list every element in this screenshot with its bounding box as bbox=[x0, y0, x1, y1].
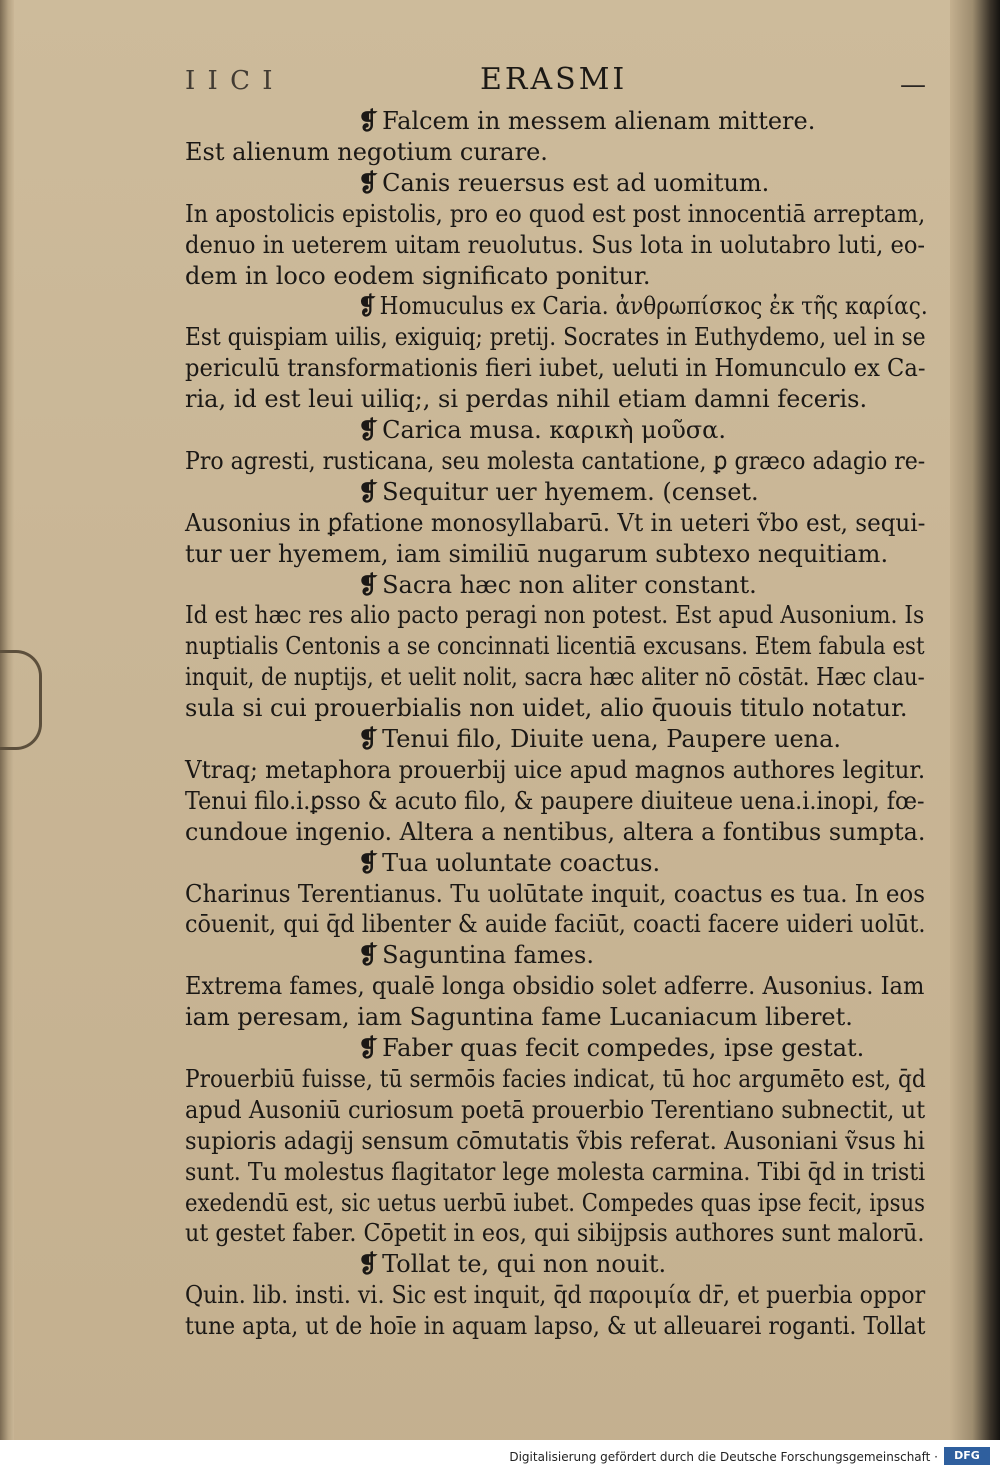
line-text: Tollat te, qui non nouit. bbox=[382, 1250, 667, 1279]
adage-heading bbox=[358, 570, 757, 600]
line-text: Extrema fames, qualē longa obsidio solet adferre. Ausonius. Iam bbox=[185, 972, 925, 1001]
dfg-logo: DFG bbox=[944, 1447, 990, 1465]
line-text: inquit, de nuptijs, et uelit nolit, sacra hæc aliter nō cōstāt. Hæc clau- bbox=[185, 663, 925, 692]
body-line bbox=[185, 230, 925, 260]
line-text: cundoue ingenio. Altera a nentibus, altera a fontibus sumpta. bbox=[185, 817, 926, 846]
body-line bbox=[185, 261, 650, 291]
body-line bbox=[185, 693, 908, 723]
line-text: ut gestet faber. Cōpetit in eos, qui sibijpsis authores sunt malorū. bbox=[185, 1219, 925, 1248]
line-text: Tua uoluntate coactus. bbox=[382, 848, 661, 877]
line-text: Quin. lib. insti. vi. Sic est inquit, q̄d παροιμία dr̄, et puerbia oppor bbox=[185, 1281, 926, 1310]
body-line bbox=[185, 909, 925, 939]
body-line bbox=[185, 817, 925, 847]
line-text: Tenui filo, Diuite uena, Paupere uena. bbox=[382, 725, 842, 753]
line-text: Homuculus ex Caria. ἀνθρωπίσκος ἐκ τῆς καρίας. bbox=[379, 292, 928, 321]
dfg-credit: Digitalisierung gefördert durch die Deutsche Forschungsgemeinschaft · bbox=[509, 1450, 938, 1464]
catchword-mark: — bbox=[900, 70, 926, 100]
line-text: nuptialis Centonis a se concinnati licentiā excusans. Etem fabula est bbox=[185, 632, 925, 661]
body-line bbox=[185, 137, 548, 167]
adage-heading bbox=[358, 1249, 666, 1279]
line-text: Est alienum negotium curare. bbox=[185, 137, 548, 166]
body-line bbox=[185, 600, 924, 630]
adage-heading bbox=[358, 291, 928, 321]
line-text: Charinus Terentianus. Tu uolūtate inquit, coactus es tua. In eos bbox=[185, 879, 926, 908]
pilcrow-icon: ❡ bbox=[358, 724, 379, 753]
line-text: Tenui filo.i.ꝑsso & acuto filo, & paupere diuiteue uena.i.inopi, fœ- bbox=[185, 786, 925, 815]
body-line bbox=[185, 384, 867, 414]
body-line bbox=[185, 1188, 925, 1218]
running-title: ERASMI bbox=[480, 62, 628, 97]
body-line bbox=[185, 879, 925, 909]
line-text: tur uer hyemem, iam similiū nugarum subtexo nequitiam. bbox=[185, 539, 889, 568]
pilcrow-icon: ❡ bbox=[358, 847, 379, 877]
line-text: Est quispiam uilis, exiguiq; pretij. Socrates in Euthydemo, uel in se bbox=[185, 323, 926, 352]
line-text: Canis reuersus est ad uomitum. bbox=[382, 168, 770, 197]
folio-mark: I I C I bbox=[185, 66, 275, 96]
body-line bbox=[185, 322, 926, 352]
line-text: sula si cui prouerbialis non uidet, alio q̄uouis titulo notatur. bbox=[185, 694, 908, 723]
body-line bbox=[185, 446, 925, 476]
body-line bbox=[185, 1095, 925, 1125]
line-text: periculū transformationis fieri iubet, ueluti in Homunculo ex Ca- bbox=[185, 354, 926, 383]
line-text: denuo in ueterem uitam reuolutus. Sus lota in uolutabro luti, eo- bbox=[185, 230, 926, 259]
line-text: dem in loco eodem significato ponitur. bbox=[185, 261, 651, 290]
body-line bbox=[185, 755, 925, 785]
body-line bbox=[185, 1064, 926, 1094]
line-text: Sequitur uer hyemem. (censet. bbox=[382, 477, 759, 506]
body-line bbox=[185, 1218, 924, 1248]
adage-heading bbox=[358, 1033, 864, 1063]
pilcrow-icon: ❡ bbox=[358, 940, 379, 970]
body-line bbox=[185, 353, 925, 383]
pilcrow-icon: ❡ bbox=[358, 167, 379, 197]
line-text: Id est hæc res alio pacto peragi non potest. Est apud Ausonium. Is bbox=[185, 601, 925, 630]
body-line bbox=[185, 1002, 853, 1032]
line-text: sunt. Tu molestus flagitator lege molesta carmina. Tibi q̄d in tristi bbox=[185, 1157, 926, 1186]
running-head bbox=[0, 62, 1000, 102]
body-line bbox=[185, 199, 925, 229]
line-text: Pro agresti, rusticana, seu molesta cantatione, ꝑ græco adagio re- bbox=[185, 446, 926, 475]
adage-heading bbox=[358, 168, 769, 198]
pilcrow-icon: ❡ bbox=[358, 106, 379, 135]
body-line bbox=[185, 1311, 926, 1341]
pilcrow-icon: ❡ bbox=[358, 1033, 379, 1062]
body-line bbox=[185, 1157, 925, 1187]
pilcrow-icon: ❡ bbox=[358, 476, 379, 506]
line-text: supioris adagij sensum cōmutatis ṽbis referat. Ausoniani ṽsus hi bbox=[185, 1126, 925, 1155]
line-text: iam peresam, iam Saguntina fame Lucaniacum liberet. bbox=[185, 1003, 853, 1032]
body-line bbox=[185, 1126, 925, 1156]
line-text: In apostolicis epistolis, pro eo quod est post innocentiā arreptam, bbox=[185, 199, 926, 228]
line-text: Faber quas fecit compedes, ipse gestat. bbox=[382, 1034, 865, 1062]
body-line bbox=[185, 786, 924, 816]
line-text: apud Ausoniū curiosum poetā prouerbio Terentiano subnectit, ut bbox=[185, 1095, 926, 1124]
adage-heading bbox=[358, 415, 726, 445]
line-text: Saguntina fames. bbox=[382, 941, 594, 970]
adage-heading bbox=[358, 477, 759, 507]
pilcrow-icon: ❡ bbox=[358, 291, 377, 321]
line-text: Prouerbiū fuisse, tū sermōis facies indicat, tū hoc argumēto est, q̄d bbox=[185, 1064, 926, 1093]
adage-heading bbox=[358, 724, 841, 754]
body-line bbox=[185, 662, 925, 692]
body-line bbox=[185, 508, 925, 538]
line-text: exedendū est, sic uetus uerbū iubet. Compedes quas ipse fecit, ipsus bbox=[185, 1188, 925, 1217]
pilcrow-icon: ❡ bbox=[358, 569, 379, 599]
line-text: ria, id est leui uiliq;, si perdas nihil etiam damni feceris. bbox=[185, 385, 868, 414]
book-clasp bbox=[0, 650, 42, 750]
adage-heading bbox=[358, 848, 660, 878]
body-line bbox=[185, 631, 925, 661]
line-text: Falcem in messem alienam mittere. bbox=[382, 107, 816, 135]
pilcrow-icon: ❡ bbox=[358, 415, 379, 444]
line-text: Carica musa. καρικὴ μοῦσα. bbox=[382, 416, 726, 444]
line-text: cōuenit, qui q̄d libenter & auide faciūt, coacti facere uideri uolūt. bbox=[185, 910, 926, 939]
page-edge-shadow bbox=[950, 0, 1000, 1440]
line-text: Vtraq; metaphora prouerbij uice apud magnos authores legitur. bbox=[185, 755, 926, 784]
adage-heading bbox=[358, 106, 815, 136]
body-line bbox=[185, 1280, 925, 1310]
body-line bbox=[185, 971, 924, 1001]
line-text: Ausonius in ꝑfatione monosyllabarū. Vt in ueteri ṽbo est, sequi- bbox=[185, 508, 926, 537]
line-text: Sacra hæc non aliter constant. bbox=[382, 570, 757, 599]
line-text: tune apta, ut de hoīe in aquam lapso, & ut alleuarei roganti. Tollat bbox=[185, 1312, 926, 1341]
pilcrow-icon: ❡ bbox=[358, 1249, 379, 1279]
adage-heading bbox=[358, 940, 594, 970]
body-line bbox=[185, 539, 888, 569]
